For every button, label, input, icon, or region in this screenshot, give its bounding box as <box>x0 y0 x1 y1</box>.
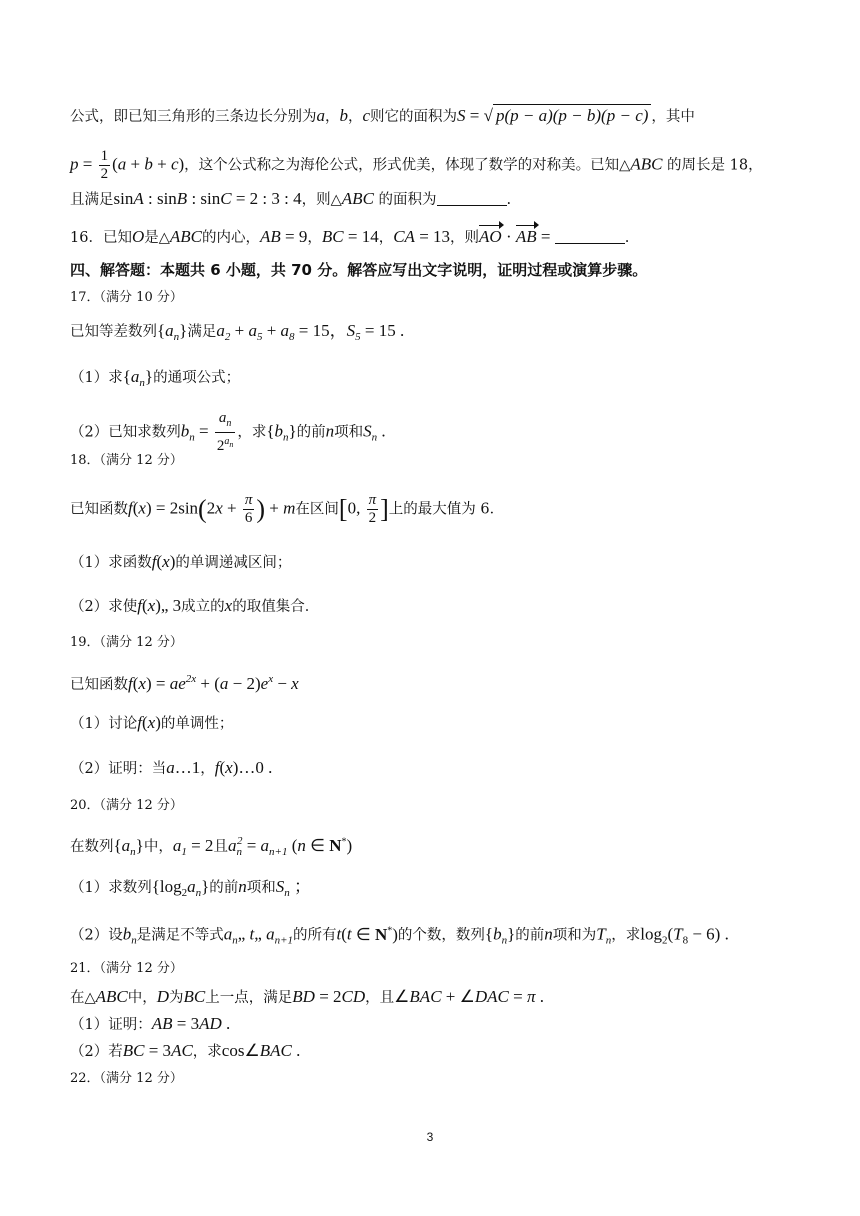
text: ， <box>325 109 340 125</box>
question-20-header: 20．（满分 12 分） <box>70 798 183 813</box>
text: 且满足 <box>70 192 114 208</box>
text: 且 <box>213 839 228 855</box>
question-18-part-2: （2）求使f(x)„ 3成立的x的取值集合． <box>70 596 320 615</box>
text: 的前 <box>515 927 545 944</box>
text: 的周长是 18， <box>667 157 763 174</box>
text: 的内心， <box>202 230 260 246</box>
text: 的取值集合． <box>232 599 320 615</box>
text: 上一点，满足 <box>205 990 293 1006</box>
text: ， <box>200 761 215 777</box>
text: 项和为 <box>552 927 597 944</box>
text: 满足 <box>187 324 217 340</box>
text: 中， <box>143 839 173 855</box>
text: ，求 <box>237 424 267 441</box>
text: 16．已知 <box>70 230 132 246</box>
text: （2）证明：当 <box>70 761 167 777</box>
text: 公式，即已知三角形的三条边长分别为 <box>70 109 317 125</box>
text: 已知等差数列 <box>70 324 157 340</box>
text: 的前 <box>296 424 326 441</box>
text: （1）求 <box>70 370 123 386</box>
text: 已知函数 <box>70 501 128 518</box>
text-line-3: 且满足sinA : sinB : sinC = 2 : 3 : 4，则△ABC 的面积为 . <box>70 189 512 208</box>
question-16: 16．已知O是△ABC的内心，AB = 9，BC = 14，CA = 13，则AO · AB = . <box>70 227 630 246</box>
text: ，且 <box>365 990 395 1006</box>
text: ， <box>378 230 394 246</box>
question-17-part-2: （2）已知求数列$b_n$ = $\frac{a_n}{2^{a_n}}$ ，求$\{b_n\}$的前n项和$S_n$ . <box>70 410 386 454</box>
text: 是满足不等式 <box>136 927 224 944</box>
page-number: 3 <box>426 1130 434 1144</box>
question-19-part-1: （1）讨论f(x)的单调性； <box>70 713 234 732</box>
text: 是△ <box>144 230 170 246</box>
text: ，则 <box>450 230 480 246</box>
text: 的前 <box>209 880 239 896</box>
text: 项和 <box>246 880 276 896</box>
text: 的单调性； <box>160 716 234 732</box>
text: 的面积为 <box>378 192 437 208</box>
question-22-header: 22．（满分 12 分） <box>70 1071 183 1086</box>
question-17-part-1: （1）求$\{a_n\}$的通项公式； <box>70 367 241 389</box>
text-line-2: p = $\frac{1}{2}$ (a + b + c)，这个公式称之为海伦公式，形式优美，体现了数学的对称美。已知△ABC 的周长是 18， <box>70 148 763 182</box>
question-18-stem: 已知函数f(x) = 2sin(2x + $\frac{\pi}{6}$ ) + m在区间[0, $\frac{\pi}{2}$ ]上的最大值为 6． <box>70 492 505 526</box>
text: 成立的 <box>181 599 225 615</box>
text: （1）证明： <box>70 1017 152 1033</box>
text: 项和 <box>334 424 364 441</box>
text: 的单调递减区间； <box>175 555 292 571</box>
question-19-header: 19．（满分 12 分） <box>70 635 183 650</box>
text: ，其中 <box>651 109 695 125</box>
text: ，这个公式称之为海伦公式，形式优美，体现了数学的对称美。已知△ <box>184 157 631 174</box>
question-18-part-1: （1）求函数f(x)的单调递减区间； <box>70 552 292 571</box>
text: 已知函数 <box>70 677 128 693</box>
text: （1）求函数 <box>70 555 152 571</box>
question-19-stem: 已知函数$f(x) = ae^{2x} + (a - 2)e^x - x$ <box>70 673 299 693</box>
text: ，求 <box>611 927 641 944</box>
text: 的通项公式； <box>153 370 241 386</box>
text-line-1: 公式，即已知三角形的三条边长分别为a，b，c则它的面积为S = √ p(p − a)(p − b)(p − c) ，其中 <box>70 106 695 125</box>
text: 中， <box>127 990 157 1006</box>
question-19-part-2: （2）证明：当a…1，f(x)…0 . <box>70 758 273 777</box>
text: 的个数，数列 <box>397 927 485 944</box>
text: （1）讨论 <box>70 716 138 732</box>
question-17-stem: 已知等差数列$\{a_n\}$满足$a_2 + a_5 + a_8 = 15$，$S_5 = 15$ . <box>70 321 405 343</box>
question-21-part-1: （1）证明：AB = 3AD . <box>70 1014 231 1033</box>
text: （1）求数列 <box>70 880 152 896</box>
question-21-header: 21．（满分 12 分） <box>70 961 183 976</box>
text: 上的最大值为 6． <box>388 501 505 518</box>
text: 在区间 <box>295 501 339 518</box>
question-20-stem: 在数列$\{a_n\}$中，$a_1 = 2$且$a_n^2 = a_{n+1}$ (n ∈ N*) <box>70 835 353 858</box>
question-21-stem: 在△ABC中，D为BC上一点，满足BD = 2CD，且∠BAC + ∠DAC = π . <box>70 987 544 1006</box>
text: 在△ <box>70 990 96 1006</box>
question-18-header: 18．（满分 12 分） <box>70 453 183 468</box>
question-20-part-2: （2）设$b_n$是满足不等式$a_n„$ t„ $a_{n+1}$的所有t(t ∈ N*)的个数，数列$\{b_n\}$的前n项和为$T_n$，求$\log_2(T_8 - 6)$ . <box>70 924 729 947</box>
section-heading: 四、解答题：本题共 6 小题，共 70 分。解答应写出文字说明，证明过程或演算步骤。 <box>70 261 648 279</box>
text: （2）若 <box>70 1044 123 1060</box>
question-21-part-2: （2）若BC = 3AC，求cos∠BAC . <box>70 1041 301 1060</box>
text: （2）设 <box>70 927 123 944</box>
text: ， <box>348 109 363 125</box>
text: （2）已知求数列 <box>70 424 181 441</box>
text: 为 <box>169 990 184 1006</box>
text: ，求 <box>192 1044 222 1060</box>
text: 则它的面积为 <box>370 109 458 125</box>
question-17-header: 17．（满分 10 分） <box>70 290 183 305</box>
text: ，则△ <box>301 192 342 208</box>
text: 的所有 <box>293 927 337 944</box>
text: 在数列 <box>70 839 114 855</box>
text: （2）求使 <box>70 599 138 615</box>
text: ， <box>307 230 322 246</box>
question-20-part-1: （1）求数列$\{\log_2a_n\}$的前n项和$S_n$ ； <box>70 877 312 899</box>
